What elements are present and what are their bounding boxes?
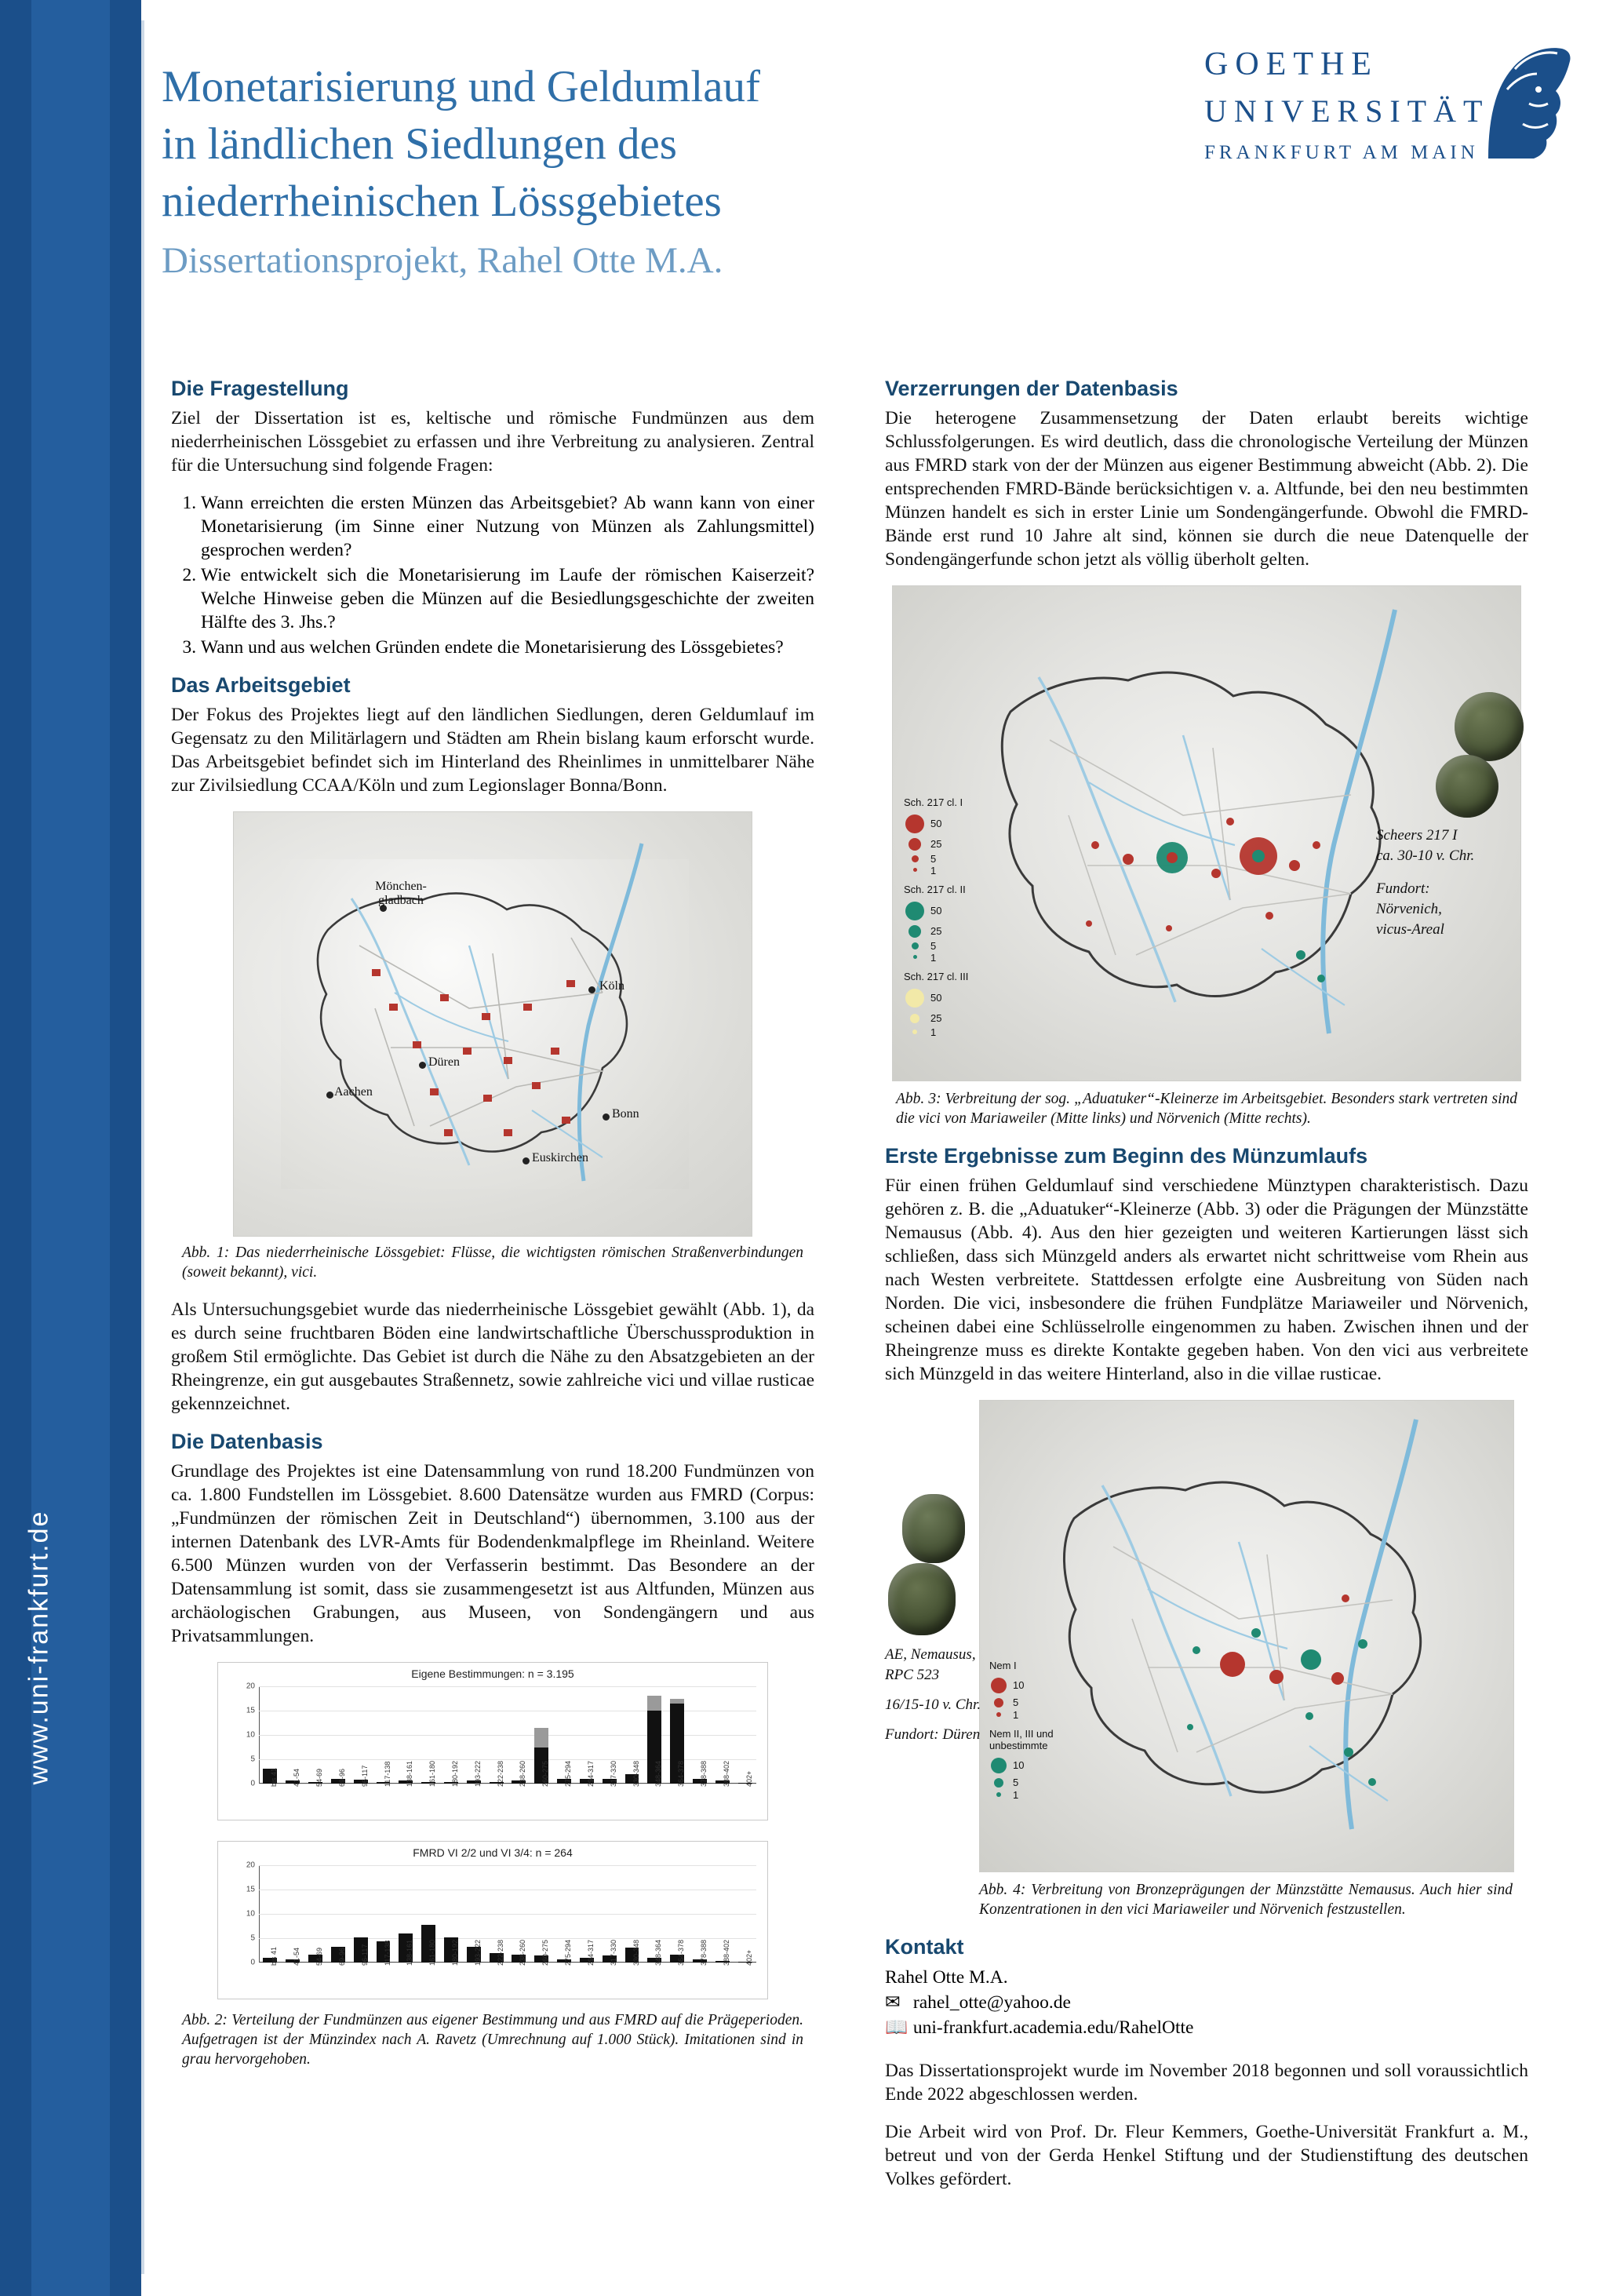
figure-4	[885, 1400, 1528, 1919]
x-axis-tick-label: 402+	[745, 1949, 753, 1966]
figure-1-caption: Abb. 1: Das niederrheinische Lössgebiet: Flüsse, die wichtigsten römischen Straßenverbindungen (soweit bekannt), vici.	[182, 1245, 803, 1281]
section-heading-ergebnisse: Erste Ergebnisse zum Beginn des Münzumlaufs	[885, 1144, 1368, 1168]
y-axis-tick-label: 20	[246, 1860, 255, 1870]
city-dot	[326, 1092, 333, 1099]
legend-group-label: Sch. 217 cl. III	[904, 971, 969, 982]
x-axis-tick-label: 294-317	[586, 1939, 595, 1966]
fragestellung-paragraph: Ziel der Dissertation ist es, keltische und römische Fundmünzen aus dem niederrheinischen Lössgebiet zu erfassen und ihre Verbreitung zu analysieren. Zentral für die Untersuchung sind folgende Fragen:	[171, 408, 814, 476]
kontakt-paragraph-1: Das Dissertationsprojekt wurde im November 2018 begonnen und soll voraussichtlich Ende 2022 abgeschlossen werden.	[885, 2061, 1528, 2105]
right-column	[885, 377, 1528, 2205]
legend-size: 10	[1013, 1679, 1025, 1691]
x-axis-tick-label: 294-317	[586, 1760, 595, 1787]
chart-title: Eigene Bestimmungen: n = 3.195	[411, 1667, 574, 1680]
legend-size: 5	[1013, 1696, 1019, 1708]
datenbasis-paragraph: Grundlage des Projektes ist eine Datensammlung von rund 18.200 Fundmünzen von ca. 1.800 Fundstellen im Lössgebiet. 8.600 Datensätze wurden aus FMRD (Corpus: „Fundmünzen der römischen Zeit in Deutschland“) übernommen, 3.100 aus der internen Datenbank des LVR-Amts für Bodendenkmalpflege im Rheinland. Weitere 6.500 Münzen wurden von der Verfasserin bestimmt. Das Besondere an der Datensammlung ist somit, dass sie zusammengesetzt ist aus Altfunden, Münzen aus archäologischen Grabungen, aus Museen, von Sondengängern und aus Privatsammlungen.	[171, 1461, 814, 1646]
city-label-aachen: Aachen	[334, 1085, 373, 1099]
x-axis-tick-label: 330-348	[632, 1939, 640, 1966]
section-heading-verzerrungen: Verzerrungen der Datenbasis	[885, 377, 1178, 400]
x-axis-tick-label: 317-330	[609, 1939, 617, 1966]
coin-caption-line: 16/15-10 v. Chr.	[885, 1696, 981, 1713]
ergebnisse-paragraph: Für einen frühen Geldumlauf sind verschiedene Münztypen charakteristisch. Dazu gehören z. B. die „Aduatuker“-Kleinerze (Abb. 3) oder die Prägungen der Münzstätte Nemausus (Abb. 4). Aus den hier gezeigten und weiteren Kartierungen lässt sich schließen, dass sich Münzgeld anders als erwartet nicht schrittweise vom Rhein aus nach Westen verbreitete. Stattdessen erfolgte eine Ausbreitung von Süden nach Norden. Die vici, insbesondere die frühen Fundplätze Mariaweiler und Nörvenich, scheinen dabei eine Schlüsselrolle eingenommen zu haben. Zwischen ihnen und der Rheingrenze muss es direkte Kontakte gegeben haben. Von den vici aus verbreitete sich Münzgeld in das weitere Hinterland, also in die villae rusticae.	[885, 1175, 1528, 1384]
x-axis-tick-label: 41-54	[293, 1947, 301, 1966]
chart-fmrd	[217, 1841, 768, 1999]
left-column	[171, 377, 814, 2085]
x-axis-tick-label: bis 41	[270, 1767, 279, 1787]
bar-imitations	[647, 1696, 661, 1711]
y-axis-tick-label: 0	[250, 1779, 255, 1788]
y-axis-tick-label: 5	[250, 1755, 255, 1764]
section-heading-kontakt: Kontakt	[885, 1935, 964, 1959]
section-heading-datenbasis: Die Datenbasis	[171, 1430, 323, 1453]
list-item: 3. Wann und aus welchen Gründen endete die Monetarisierung des Lössgebietes?	[201, 636, 814, 659]
list-item: 2. Wie entwickelt sich die Monetarisierung im Laufe der römischen Kaiserzeit? Welche Hinweise geben die Münzen auf die Besiedlungsgeschichte der zweiten Hälfte des 3. Jhs.?	[201, 563, 814, 634]
figure-3-caption: Abb. 3: Verbreitung der sog. „Aduatuker“-Kleinerze im Arbeitsgebiet. Besonders stark vertreten sind die vici von Mariaweiler (Mitte links) und Nörvenich (Mitte rechts).	[896, 1091, 1517, 1127]
figure-1-map	[233, 811, 752, 1237]
y-axis-tick-label: 20	[246, 1682, 255, 1691]
x-axis-tick-label: 238-260	[519, 1939, 527, 1966]
x-axis-tick-label: 364-378	[677, 1939, 686, 1966]
coin-caption-line: ca. 30-10 v. Chr.	[1376, 847, 1475, 864]
y-axis-tick-label: 15	[246, 1885, 255, 1894]
legend-group-label: Sch. 217 cl. II	[904, 884, 966, 895]
city-label-bonn: Bonn	[612, 1107, 639, 1121]
subtitle: Dissertationsprojekt, Rahel Otte M.A.	[162, 240, 723, 281]
verzerrungen-paragraph: Die heterogene Zusammensetzung der Daten erlaubt bereits wichtige Schlussfolgerungen. Es wird deutlich, dass die chronologische Verteilung der Münzen aus FMRD stark von der der Münzen aus eigener Bestimmung abweicht (Abb. 2). Die entsprechenden FMRD-Bände berücksichtigen v. a. Altfunde, bei den neu bestimmten Münzen handelt es sich in erster Linie um Sondengängerfunde. Obwohl die FMRD-Bände erst rund 10 Jahre alt sind, können sie durch die neue Datenquelle der Sondengängerfunde schon jetzt als völlig überholt gelten.	[885, 408, 1528, 570]
y-axis-tick-label: 15	[246, 1706, 255, 1715]
x-axis-tick-label: 348-364	[654, 1939, 663, 1966]
figure-4-map	[979, 1400, 1514, 1872]
coin-caption-line: AE, Nemausus,	[885, 1646, 976, 1663]
legend-size: 1	[930, 952, 937, 964]
city-dot	[603, 1113, 610, 1121]
legend-size: 1	[930, 865, 937, 876]
contact-academia-row[interactable]	[885, 2015, 1528, 2040]
contact-name: Rahel Otte M.A.	[885, 1967, 1008, 1988]
coin-caption-line: RPC 523	[885, 1667, 940, 1683]
page-title	[162, 58, 1182, 286]
city-dot	[419, 1062, 426, 1069]
x-axis-tick-label: 275-294	[564, 1939, 573, 1966]
x-axis-tick-label: 364-378	[677, 1760, 686, 1787]
y-axis-tick-label: 10	[246, 1909, 255, 1919]
x-axis-tick-label: 180-192	[450, 1760, 459, 1787]
x-axis-tick-label: 161-180	[428, 1760, 437, 1787]
contact-academia-link[interactable]: uni-frankfurt.academia.edu/RahelOtte	[912, 2017, 1194, 2038]
left-color-band	[0, 0, 141, 2296]
contact-email[interactable]: rahel_otte@yahoo.de	[912, 1992, 1071, 2013]
x-axis-tick-label: 260-275	[541, 1760, 550, 1787]
envelope-icon: ✉	[885, 1992, 901, 2013]
x-axis-tick-label: bis 41	[270, 1946, 279, 1966]
coin-caption-line: vicus-Areal	[1376, 921, 1444, 938]
x-axis-tick-label: 317-330	[609, 1760, 617, 1787]
bar-imitations	[670, 1699, 684, 1704]
legend-size: 1	[1013, 1709, 1019, 1721]
legend-size: 50	[930, 818, 942, 829]
legend-size: 5	[930, 940, 937, 952]
gridline	[259, 1686, 756, 1687]
coin-caption-scheers	[1376, 825, 1525, 940]
section-heading-fragestellung: Die Fragestellung	[171, 377, 349, 400]
legend-group-label: Sch. 217 cl. I	[904, 796, 963, 808]
city-dot	[523, 1157, 530, 1164]
legend-size: 1	[1013, 1789, 1019, 1801]
university-url: www.uni-frankfurt.de	[24, 1510, 54, 1785]
logo-line-universitaet: UNIVERSITÄT	[1204, 93, 1490, 129]
city-label-moenchengladbach: Mönchen-gladbach	[375, 880, 427, 907]
x-axis-tick-label: 378-388	[699, 1760, 708, 1787]
gridline	[259, 1938, 756, 1939]
goethe-head-icon	[1480, 42, 1573, 160]
title-line-3: niederrheinischen Lössgebietes	[162, 177, 722, 226]
gridline	[259, 1865, 756, 1866]
arbeitsgebiet-paragraph-2: Als Untersuchungsgebiet wurde das niederrheinische Lössgebiet gewählt (Abb. 1), da es durch seine fruchtbaren Böden eine landwirtschaftliche Überschussproduktion in großem Stil ermöglichte. Das Gebiet ist durch die Nähe zu den Absatzgebieten an der Rheingrenze, ein gut ausgebautes Straßennetz, sowie zahlreiche vici und villae rusticae gekennzeichnet.	[171, 1299, 814, 1414]
list-item: 1. Wann erreichten die ersten Münzen das Arbeitsgebiet? Ab wann kann von einer Monetarisierung (im Sinne einer Nutzung von Münzen als Zahlungsmittel) gesprochen werden?	[201, 491, 814, 562]
goethe-university-logo	[1204, 46, 1573, 206]
x-axis-tick-label: 138-161	[406, 1760, 414, 1787]
logo-line-goethe: GOETHE	[1204, 46, 1378, 82]
x-axis-tick-label: 96-117	[360, 1765, 369, 1787]
legend-size: 5	[930, 853, 937, 865]
x-axis-tick-label: 193-222	[473, 1760, 482, 1787]
coin-image-nemausus-obverse	[902, 1494, 965, 1563]
book-icon: 📖	[885, 2017, 908, 2038]
x-axis-tick-label: 54-69	[315, 1947, 324, 1966]
contact-email-row[interactable]	[885, 1990, 1528, 2015]
figure-4-caption: Abb. 4: Verbreitung von Bronzeprägungen der Münzstätte Nemausus. Auch hier sind Konzentrationen in den vici Mariaweiler und Nörvenich festzustellen.	[979, 1882, 1513, 1918]
gridline	[259, 1914, 756, 1915]
chart-title: FMRD VI 2/2 und VI 3/4: n = 264	[413, 1846, 573, 1859]
chart-plot-area	[246, 1860, 756, 1967]
x-axis-tick-label: 69-96	[337, 1768, 346, 1787]
legend-size: 5	[1013, 1777, 1019, 1788]
city-label-euskirchen: Euskirchen	[532, 1151, 588, 1164]
legend-size: 1	[930, 1026, 937, 1038]
coin-caption-line: Nörvenich,	[1376, 901, 1442, 917]
legend-size: 50	[930, 905, 942, 917]
legend-size: 25	[930, 925, 942, 937]
y-axis-tick-label: 0	[250, 1958, 255, 1967]
coin-caption-nemausus	[885, 1645, 1034, 1745]
y-axis-tick-label: 10	[246, 1730, 255, 1740]
x-axis-tick-label: 260-275	[541, 1939, 550, 1966]
legend-group-label: Nem II, III und unbestimmte	[989, 1728, 1054, 1751]
x-axis-tick-label: 54-69	[315, 1768, 324, 1787]
coin-caption-line: Fundort:	[1376, 880, 1430, 897]
x-axis-tick-label: 275-294	[564, 1760, 573, 1787]
city-label-dueren: Düren	[428, 1055, 460, 1069]
figure-3-legend	[904, 796, 998, 1040]
city-dot	[588, 986, 595, 993]
x-axis-tick-label: 388-402	[722, 1939, 730, 1966]
legend-size: 10	[1013, 1759, 1025, 1771]
bar-imitations	[534, 1728, 548, 1748]
x-axis-tick-label: 138-161	[406, 1939, 414, 1966]
x-axis-tick-label: 330-348	[632, 1760, 640, 1787]
coin-image-scheers-reverse	[1436, 755, 1498, 818]
legend-group-label: Nem I	[989, 1660, 1017, 1671]
x-axis-tick-label: 69-96	[337, 1947, 346, 1966]
x-axis-tick-label: 222-238	[496, 1760, 504, 1787]
x-axis-tick-label: 378-388	[699, 1939, 708, 1966]
x-axis-tick-label: 96-117	[360, 1944, 369, 1966]
left-color-band-inner	[31, 0, 110, 2296]
city-label-koeln: Köln	[599, 979, 624, 993]
figure-1	[171, 811, 814, 1282]
coin-caption-line: Scheers 217 I	[1376, 827, 1458, 844]
legend-size: 25	[930, 1012, 942, 1024]
x-axis-tick-label: 41-54	[293, 1768, 301, 1787]
x-axis-tick-label: 348-364	[654, 1760, 663, 1787]
logo-line-frankfurt: FRANKFURT AM MAIN	[1204, 142, 1479, 163]
chart-plot-area	[246, 1682, 756, 1788]
title-line-1: Monetarisierung und Geldumlauf	[162, 62, 760, 111]
x-axis-tick-label: 117-138	[383, 1761, 391, 1787]
x-axis-tick-label: 402+	[745, 1770, 753, 1787]
x-axis-tick-label: 238-260	[519, 1760, 527, 1787]
x-axis-tick-label: 180-192	[450, 1939, 459, 1966]
legend-size: 50	[930, 992, 942, 1004]
figure-2-caption: Abb. 2: Verteilung der Fundmünzen aus eigener Bestimmung und aus FMRD auf die Prägeperioden. Aufgetragen ist der Münzindex nach A. Ravetz (Umrechnung auf 1.000 Stück). Imitationen sind in grau hervorgehoben.	[182, 2012, 803, 2068]
title-line-2: in ländlichen Siedlungen des	[162, 119, 677, 169]
x-axis-tick-label: 117-138	[383, 1940, 391, 1966]
section-heading-arbeitsgebiet: Das Arbeitsgebiet	[171, 673, 351, 697]
coin-caption-line: Fundort: Düren	[885, 1726, 981, 1743]
x-axis-tick-label: 193-222	[473, 1939, 482, 1966]
kontakt-paragraph-2: Die Arbeit wird von Prof. Dr. Fleur Kemmers, Goethe-Universität Frankfurt a. M., betreut und von der Gerda Henkel Stiftung und der Studienstiftung des deutschen Volkes gefördert.	[885, 2122, 1528, 2189]
coin-image-nemausus-reverse	[888, 1563, 956, 1635]
coin-image-scheers-obverse	[1455, 692, 1524, 761]
arbeitsgebiet-paragraph: Der Fokus des Projektes liegt auf den ländlichen Siedlungen, deren Geldumlauf im Gegensatz zu den Militärlagern und Städten am Rhein bislang kaum erforscht wurde. Das Arbeitsgebiet befindet sich im Hinterland des Rheinlimes in unmittelbarer Nähe zur Zivilsiedlung CCAA/Köln und zum Legionslager Bonna/Bonn.	[171, 705, 814, 796]
x-axis-tick-label: 161-180	[428, 1939, 437, 1966]
x-axis-tick-label: 388-402	[722, 1760, 730, 1787]
research-questions-list	[171, 491, 814, 659]
chart-eigene-bestimmungen	[217, 1662, 768, 1820]
legend-size: 25	[930, 838, 942, 850]
y-axis-tick-label: 5	[250, 1933, 255, 1943]
figure-3	[885, 585, 1528, 1128]
x-axis-tick-label: 222-238	[496, 1939, 504, 1966]
